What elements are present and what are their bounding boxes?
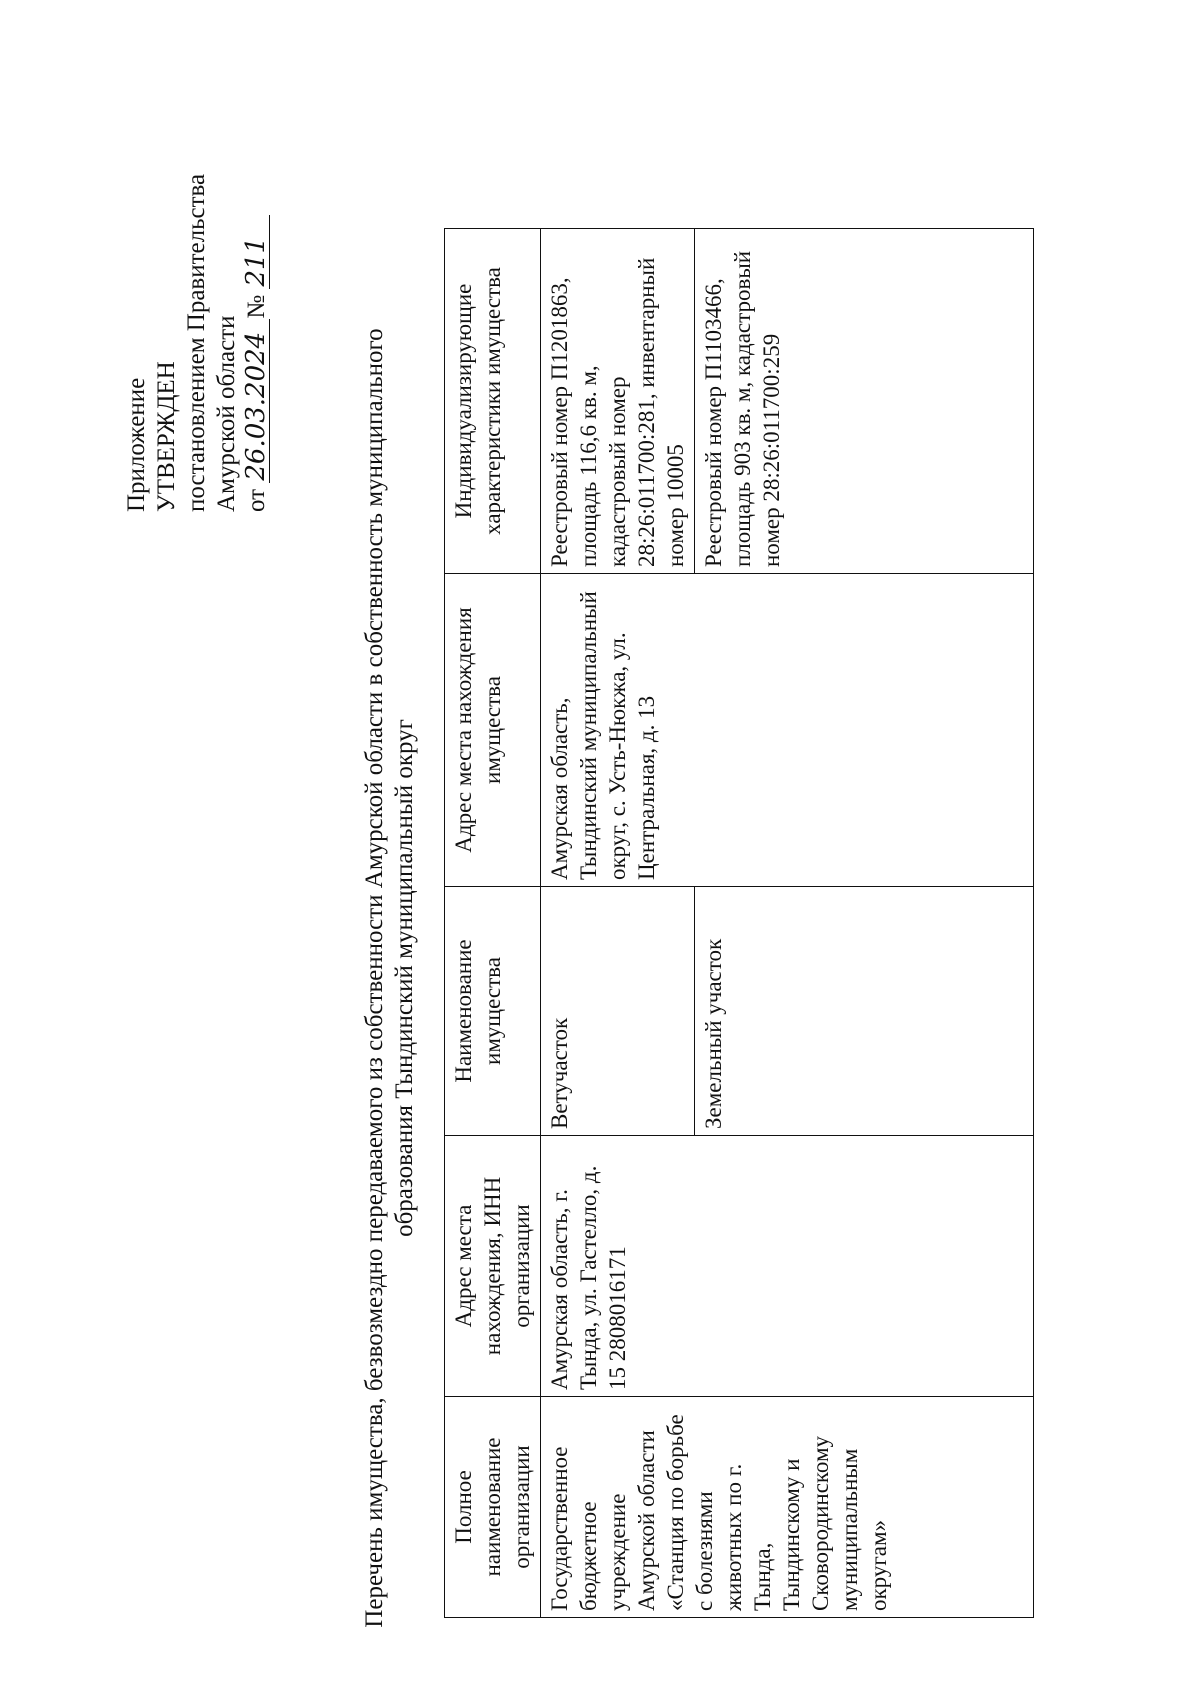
header-characteristics: Индивидуализирующие характеристики имущества — [445, 229, 541, 574]
table-row — [541, 229, 695, 1618]
cell-characteristics: Реестровый номер П1201863, площадь 116,6 кв. м, кадастровый номер 28:26:011700:281, инвентарный номер 10005 — [541, 229, 695, 574]
header-org-name: Полное наименование организации — [445, 1397, 541, 1618]
property-table — [444, 228, 1034, 1618]
cell-characteristics: Реестровый номер П1103466, площадь 903 кв. м, кадастровый номер 28:26:011700:259 — [695, 229, 1034, 574]
cell-org-address: Амурская область, г. Тында, ул. Гастелло, д. 15 2808016171 — [541, 1136, 1034, 1397]
table-header-row — [445, 229, 541, 1618]
approval-line-resolution: постановлением Правительства — [183, 173, 210, 512]
cell-property-address: Амурская область, Тындинский муниципальный округ, с. Усть-Нюкжа, ул. Центральная, д. 13 — [541, 574, 1034, 887]
number-label: № — [243, 294, 270, 319]
title-line-2: образования Тындинский муниципальный округ — [391, 719, 418, 1237]
approval-line-approved: УТВЕРЖДЕН — [153, 361, 180, 512]
approval-line-appendix: Приложение — [123, 377, 150, 512]
approval-block — [122, 174, 272, 512]
header-org-address: Адрес места нахождения, ИНН организации — [445, 1136, 541, 1397]
approval-date-number-line — [242, 174, 272, 512]
document-title — [360, 298, 420, 1658]
cell-org-name: Государственное бюджетное учреждение Амурской области «Станция по борьбе с болезнями животных по г. Тында, Тындинскому и Сковородинскому муниципальным округам» — [541, 1397, 1034, 1618]
approval-line-region: Амурской области — [213, 315, 240, 512]
title-line-1: Перечень имущества, безвозмездно передаваемого из собственности Амурской области в собственность муниципального — [361, 328, 388, 1628]
cell-property-name: Ветучасток — [541, 887, 695, 1136]
header-property-address: Адрес места нахождения имущества — [445, 574, 541, 887]
cell-property-name: Земельный участок — [695, 887, 1034, 1136]
header-property-name: Наименование имущества — [445, 887, 541, 1136]
handwritten-date: 26.03.2024 — [243, 319, 270, 483]
handwritten-number: 211 — [243, 215, 270, 289]
from-label: от — [243, 488, 270, 512]
